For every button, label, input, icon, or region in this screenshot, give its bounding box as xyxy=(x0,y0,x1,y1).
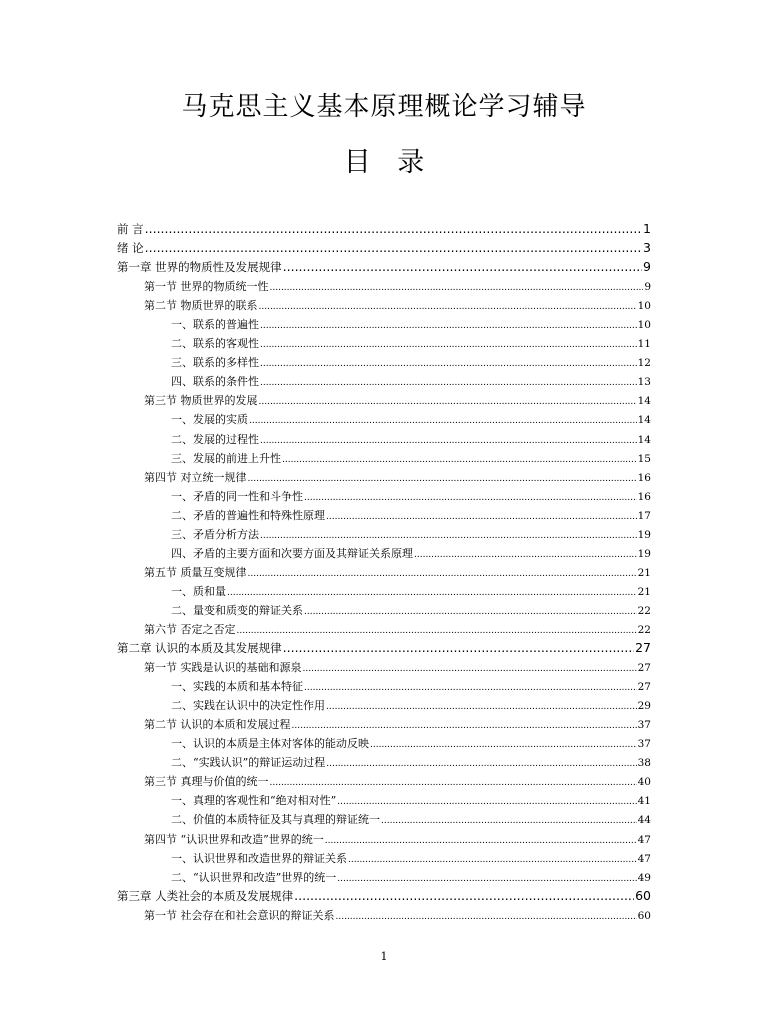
toc-leader-dots xyxy=(292,721,637,731)
toc-leader-dots xyxy=(326,702,637,712)
toc-entry-label: 二、“认识世界和改造”世界的统一 xyxy=(171,870,337,884)
toc-entry-page: 47 xyxy=(637,833,651,846)
toc-entry-page: 41 xyxy=(637,795,651,808)
toc-leader-dots xyxy=(260,321,637,331)
toc-entry-page: 12 xyxy=(637,357,651,370)
toc-entry[interactable] xyxy=(117,792,651,811)
toc-entry-label: 二、发展的过程性 xyxy=(171,432,259,446)
toc-leader-dots xyxy=(283,259,642,274)
toc-entry-page: 27 xyxy=(637,681,651,694)
toc-entry-label: 第一节 社会存在和社会意识的辩证关系 xyxy=(144,908,335,922)
toc-entry[interactable] xyxy=(117,831,651,850)
toc-entry-label: 第三章 人类社会的本质及发展规律 xyxy=(117,888,294,903)
toc-entry-page: 11 xyxy=(637,338,651,351)
toc-leader-dots xyxy=(326,759,636,769)
toc-entry-page: 9 xyxy=(644,281,651,294)
toc-entry-page: 37 xyxy=(637,738,651,751)
toc-entry-page: 49 xyxy=(637,871,651,884)
toc-leader-dots xyxy=(325,836,637,846)
table-of-contents xyxy=(117,221,651,926)
toc-entry-label: 第一节 实践是认识的基础和源泉 xyxy=(144,661,302,675)
toc-leader-dots xyxy=(337,797,636,807)
toc-leader-dots xyxy=(270,778,637,788)
toc-leader-dots xyxy=(294,888,634,903)
toc-entry-page: 16 xyxy=(637,490,651,503)
toc-leader-dots xyxy=(260,378,637,388)
toc-entry-label: 二、“实践认识”的辩证运动过程 xyxy=(171,756,326,770)
toc-entry[interactable] xyxy=(117,716,651,735)
toc-entry-label: 一、质和量 xyxy=(171,584,226,598)
toc-entry[interactable] xyxy=(117,221,651,240)
toc-leader-dots xyxy=(260,340,637,350)
document-title: 马克思主义基本原理概论学习辅导 xyxy=(181,92,587,122)
toc-entry[interactable] xyxy=(117,488,651,507)
toc-entry-page: 27 xyxy=(635,640,651,656)
toc-entry-page: 21 xyxy=(637,585,651,598)
toc-entry-label: 绪 论 xyxy=(117,241,144,256)
toc-entry[interactable] xyxy=(117,602,651,621)
toc-leader-dots xyxy=(260,436,637,446)
toc-leader-dots xyxy=(283,640,634,655)
toc-entry-label: 四、矛盾的主要方面和次要方面及其辩证关系原理 xyxy=(171,546,413,560)
toc-entry[interactable] xyxy=(117,507,651,526)
toc-entry-page: 27 xyxy=(637,662,651,675)
toc-entry-label: 第二节 认识的本质和发展过程 xyxy=(144,718,291,732)
toc-entry-page: 14 xyxy=(637,433,651,446)
toc-entry[interactable] xyxy=(117,697,651,716)
toc-entry[interactable] xyxy=(117,354,651,373)
toc-leader-dots xyxy=(348,855,637,865)
toc-leader-dots xyxy=(227,588,637,598)
toc-entry[interactable] xyxy=(117,240,651,259)
toc-leader-dots xyxy=(248,569,637,579)
toc-entry-label: 第六节 否定之否定 xyxy=(144,622,236,636)
toc-entry[interactable] xyxy=(117,564,651,583)
toc-entry[interactable] xyxy=(117,640,651,659)
toc-entry-label: 一、发展的实质 xyxy=(171,413,248,427)
toc-entry-page: 60 xyxy=(635,887,651,903)
toc-entry-page: 22 xyxy=(637,623,651,636)
toc-entry[interactable] xyxy=(117,335,651,354)
toc-leader-dots xyxy=(336,912,637,922)
toc-entry[interactable] xyxy=(117,907,651,926)
toc-leader-dots xyxy=(370,740,637,750)
toc-entry-label: 二、量变和质变的辩证关系 xyxy=(171,603,303,617)
toc-entry[interactable] xyxy=(117,278,651,297)
toc-entry[interactable] xyxy=(117,811,651,830)
toc-entry-label: 一、联系的普遍性 xyxy=(171,318,259,332)
toc-entry-label: 一、实践的本质和基本特征 xyxy=(171,680,303,694)
toc-leader-dots xyxy=(260,531,637,541)
toc-entry-label: 一、认识的本质是主体对客体的能动反映 xyxy=(171,737,369,751)
toc-entry-page: 22 xyxy=(637,604,651,617)
toc-leader-dots xyxy=(326,512,637,522)
toc-heading: 目 录 xyxy=(343,147,425,178)
toc-entry[interactable] xyxy=(117,869,651,888)
toc-entry[interactable] xyxy=(117,754,651,773)
toc-entry-page: 9 xyxy=(643,259,651,275)
toc-entry[interactable] xyxy=(117,411,651,430)
toc-leader-dots xyxy=(237,626,637,636)
toc-entry-label: 前 言 xyxy=(117,222,144,236)
toc-entry[interactable] xyxy=(117,850,651,869)
toc-leader-dots xyxy=(381,816,637,826)
toc-leader-dots xyxy=(304,493,637,503)
toc-leader-dots xyxy=(304,683,637,693)
toc-leader-dots xyxy=(337,874,636,884)
toc-entry-page: 21 xyxy=(637,566,651,579)
toc-entry-label: 三、矛盾分析方法 xyxy=(171,527,259,541)
toc-leader-dots xyxy=(145,221,642,236)
toc-entry-page: 3 xyxy=(643,240,651,256)
page-number: 1 xyxy=(380,950,388,963)
toc-entry-label: 四、联系的条件性 xyxy=(171,375,259,389)
toc-leader-dots xyxy=(304,607,637,617)
toc-entry-label: 一、真理的客观性和“绝对相对性” xyxy=(171,794,337,808)
toc-entry[interactable] xyxy=(117,469,651,488)
toc-entry-page: 29 xyxy=(637,700,651,713)
toc-entry[interactable] xyxy=(117,450,651,469)
toc-entry-page: 1 xyxy=(643,221,651,236)
toc-leader-dots xyxy=(270,283,644,293)
toc-leader-dots xyxy=(145,240,642,255)
toc-entry-page: 15 xyxy=(637,452,651,465)
toc-entry[interactable] xyxy=(117,526,651,545)
toc-entry[interactable] xyxy=(117,659,651,678)
toc-entry[interactable] xyxy=(117,735,651,754)
toc-entry-page: 14 xyxy=(637,414,651,427)
toc-entry[interactable] xyxy=(117,316,651,335)
toc-entry-page: 14 xyxy=(637,395,651,408)
toc-leader-dots xyxy=(248,474,637,484)
toc-entry-page: 10 xyxy=(637,300,651,313)
toc-entry[interactable] xyxy=(117,583,651,602)
toc-leader-dots xyxy=(249,416,637,426)
toc-entry-label: 第四节 “认识世界和改造”世界的统一 xyxy=(144,832,324,846)
toc-entry[interactable] xyxy=(117,259,651,278)
toc-entry[interactable] xyxy=(117,431,651,450)
toc-leader-dots xyxy=(414,550,637,560)
toc-entry-label: 第一节 世界的物质统一性 xyxy=(144,280,269,294)
toc-entry-label: 二、实践在认识中的决定性作用 xyxy=(171,699,325,713)
toc-entry-label: 第五节 质量互变规律 xyxy=(144,565,247,579)
toc-entry-label: 二、矛盾的普遍性和特殊性原理 xyxy=(171,508,325,522)
toc-entry-label: 一、矛盾的同一性和斗争性 xyxy=(171,489,303,503)
toc-entry-page: 17 xyxy=(637,509,651,522)
toc-entry-page: 60 xyxy=(637,909,651,922)
toc-entry-page: 10 xyxy=(637,319,651,332)
toc-entry[interactable] xyxy=(117,392,651,411)
toc-entry[interactable] xyxy=(117,773,651,792)
toc-entry-label: 第二节 物质世界的联系 xyxy=(144,299,258,313)
toc-entry-label: 第一章 世界的物质性及发展规律 xyxy=(117,260,282,275)
toc-entry-label: 二、联系的客观性 xyxy=(171,337,259,351)
toc-entry-label: 第二章 认识的本质及其发展规律 xyxy=(117,641,282,656)
toc-entry[interactable] xyxy=(117,373,651,392)
toc-leader-dots xyxy=(259,302,637,312)
toc-entry[interactable] xyxy=(117,678,651,697)
toc-entry-label: 第三节 真理与价值的统一 xyxy=(144,775,269,789)
toc-entry-label: 三、发展的前进上升性 xyxy=(171,451,281,465)
toc-entry-label: 二、价值的本质特征及其与真理的辩证统一 xyxy=(171,813,380,827)
toc-entry[interactable] xyxy=(117,545,651,564)
toc-entry-label: 三、联系的多样性 xyxy=(171,356,259,370)
toc-entry[interactable] xyxy=(117,297,651,316)
toc-entry-page: 19 xyxy=(637,528,651,541)
toc-entry-page: 37 xyxy=(637,719,651,732)
toc-entry-page: 44 xyxy=(637,814,651,827)
toc-leader-dots xyxy=(282,455,637,465)
toc-entry-label: 第三节 物质世界的发展 xyxy=(144,394,258,408)
toc-entry-label: 第四节 对立统一规律 xyxy=(144,470,247,484)
toc-entry-page: 40 xyxy=(637,776,651,789)
toc-entry-page: 19 xyxy=(637,547,651,560)
toc-entry-page: 13 xyxy=(637,376,651,389)
toc-entry[interactable] xyxy=(117,888,651,907)
toc-entry[interactable] xyxy=(117,621,651,640)
toc-leader-dots xyxy=(260,359,637,369)
toc-entry-label: 一、认识世界和改造世界的辩证关系 xyxy=(171,851,347,865)
toc-entry-page: 16 xyxy=(637,471,651,484)
toc-entry-page: 38 xyxy=(637,757,651,770)
toc-leader-dots xyxy=(303,664,637,674)
toc-leader-dots xyxy=(259,397,637,407)
toc-entry-page: 47 xyxy=(637,852,651,865)
